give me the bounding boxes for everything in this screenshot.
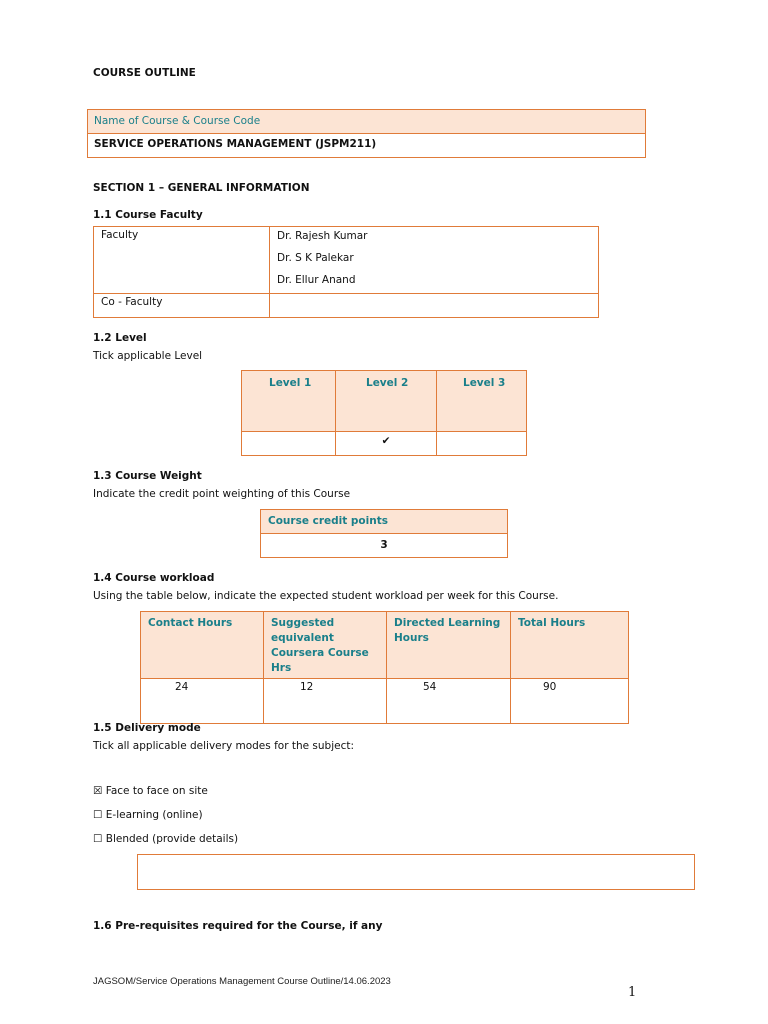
checkbox-icon[interactable]: ☐ xyxy=(93,833,103,845)
workload-value-cell xyxy=(511,679,629,724)
faculty-member: Dr. S K Palekar xyxy=(277,252,354,264)
total-hours-value: 90 xyxy=(543,681,557,693)
workload-header-cell xyxy=(511,612,629,679)
faculty-label: Faculty xyxy=(101,229,139,241)
prereq-heading: 1.6 Pre-requisites required for the Course, if any xyxy=(93,920,383,932)
total-hours-header: Total Hours xyxy=(518,617,586,629)
faculty-label-cell xyxy=(94,227,270,294)
delivery-option-face-to-face[interactable] xyxy=(93,785,208,797)
workload-instruction: Using the table below, indicate the expected student workload per week for this Course. xyxy=(93,590,559,602)
faculty-members-cell xyxy=(270,227,599,294)
level-2-tick-cell[interactable] xyxy=(336,432,437,456)
level-3-tick xyxy=(437,432,526,436)
cofaculty-value xyxy=(270,294,598,298)
level-header-cell xyxy=(242,371,336,432)
faculty-table xyxy=(93,226,599,318)
level-instruction: Tick applicable Level xyxy=(93,350,203,362)
coursera-hours-value: 12 xyxy=(300,681,314,693)
course-header-cell xyxy=(88,110,646,134)
level-3-tick-cell[interactable] xyxy=(437,432,527,456)
workload-header-cell xyxy=(387,612,511,679)
workload-header-cell xyxy=(141,612,264,679)
delivery-heading: 1.5 Delivery mode xyxy=(93,722,201,734)
course-header-label: Name of Course & Course Code xyxy=(94,115,261,127)
document-title: COURSE OUTLINE xyxy=(93,67,196,79)
course-name-cell xyxy=(88,134,646,158)
checkbox-icon[interactable]: ☐ xyxy=(93,809,103,821)
level-header-cell xyxy=(437,371,527,432)
section1-title: SECTION 1 – GENERAL INFORMATION xyxy=(93,182,310,194)
coursera-hours-header: Suggested equivalent Coursera Course Hrs xyxy=(271,617,369,674)
checked-box-icon[interactable]: ☒ xyxy=(93,785,103,797)
cofaculty-value-cell xyxy=(270,294,599,318)
delivery-option-label: Face to face on site xyxy=(105,785,208,797)
delivery-instruction: Tick all applicable delivery modes for the subject: xyxy=(93,740,355,752)
workload-header-cell xyxy=(264,612,387,679)
credit-label-cell xyxy=(261,510,508,534)
credit-value-cell xyxy=(261,534,508,558)
cofaculty-label: Co - Faculty xyxy=(101,296,163,308)
contact-hours-value: 24 xyxy=(175,681,189,693)
workload-value-cell xyxy=(141,679,264,724)
level-table xyxy=(241,370,527,456)
blended-details-box[interactable] xyxy=(137,854,695,890)
course-name: SERVICE OPERATIONS MANAGEMENT (JSPM211) xyxy=(94,138,377,150)
workload-heading: 1.4 Course workload xyxy=(93,572,215,584)
faculty-heading: 1.1 Course Faculty xyxy=(93,209,203,221)
weight-instruction: Indicate the credit point weighting of this Course xyxy=(93,488,351,500)
directed-learning-value: 54 xyxy=(423,681,437,693)
level-1-label: Level 1 xyxy=(269,377,312,389)
workload-value-cell xyxy=(387,679,511,724)
level-1-tick-cell[interactable] xyxy=(242,432,336,456)
workload-value-cell xyxy=(264,679,387,724)
course-name-table xyxy=(87,109,646,158)
level-heading: 1.2 Level xyxy=(93,332,147,344)
footer-text: JAGSOM/Service Operations Management Course Outline/14.06.2023 xyxy=(93,976,391,987)
level-2-label: Level 2 xyxy=(366,377,409,389)
page-number: 1 xyxy=(628,985,637,1000)
faculty-member: Dr. Ellur Anand xyxy=(277,274,356,286)
weight-heading: 1.3 Course Weight xyxy=(93,470,202,482)
credit-points-table xyxy=(260,509,508,558)
delivery-option-blended[interactable] xyxy=(93,833,238,845)
faculty-member: Dr. Rajesh Kumar xyxy=(277,230,368,242)
cofaculty-label-cell xyxy=(94,294,270,318)
directed-learning-header: Directed Learning Hours xyxy=(394,617,501,644)
credit-points-label: Course credit points xyxy=(268,515,388,527)
workload-table xyxy=(140,611,629,724)
delivery-option-label: Blended (provide details) xyxy=(105,833,239,845)
contact-hours-header: Contact Hours xyxy=(148,617,233,629)
delivery-option-label: E-learning (online) xyxy=(105,809,203,821)
credit-points-value: 3 xyxy=(380,539,388,551)
level-3-label: Level 3 xyxy=(463,377,506,389)
level-header-cell xyxy=(336,371,437,432)
level-1-tick xyxy=(242,432,335,436)
delivery-option-e-learning[interactable] xyxy=(93,809,203,821)
checkmark-icon: ✔ xyxy=(381,435,391,447)
